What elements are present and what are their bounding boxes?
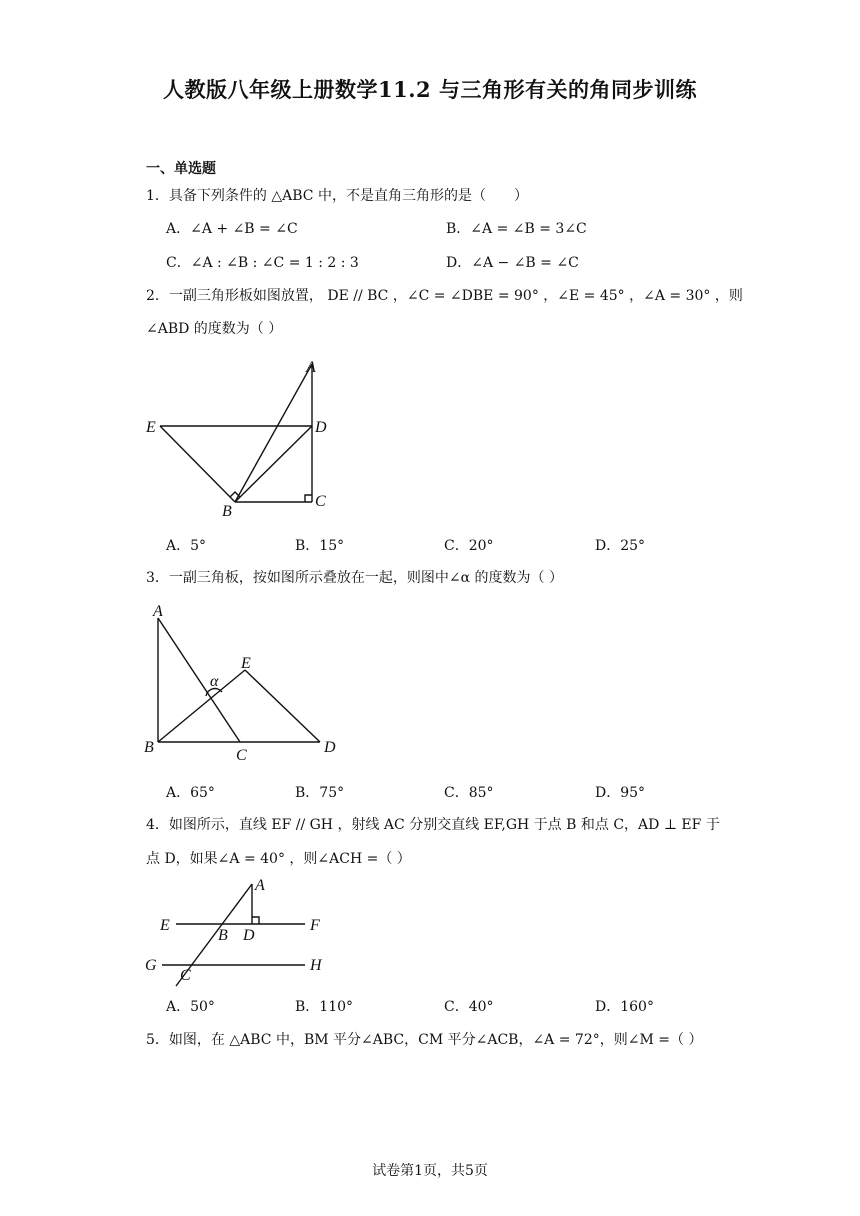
- label-c: C: [236, 747, 247, 764]
- question-1-option-c: C．∠A : ∠B : ∠C = 1 : 2 : 3: [166, 255, 359, 271]
- right-angle-mark-d: [252, 917, 259, 924]
- label-b: B: [144, 739, 154, 756]
- segment-ba: [235, 364, 312, 502]
- label-c: C: [315, 493, 326, 510]
- question-4-option-d: D．160°: [595, 999, 654, 1015]
- question-1-option-d: D．∠A − ∠B = ∠C: [446, 255, 579, 271]
- question-3-option-c: C．85°: [444, 785, 494, 801]
- label-d: D: [324, 739, 336, 756]
- question-2-option-d: D．25°: [595, 538, 646, 554]
- label-a: A: [306, 359, 316, 376]
- question-1-option-b: B．∠A = ∠B = 3∠C: [446, 221, 587, 237]
- segment-ac: [158, 618, 240, 742]
- question-2-option-a: A．5°: [166, 538, 207, 554]
- label-alpha: α: [210, 673, 219, 690]
- question-4-option-c: C．40°: [444, 999, 494, 1015]
- segment-eb: [160, 426, 235, 502]
- label-d: D: [315, 419, 327, 436]
- page-footer: 试卷第1页，共5页: [372, 1163, 488, 1179]
- label-e: E: [160, 917, 170, 934]
- question-1-stem: 1．具备下列条件的 △ABC 中，不是直角三角形的是（ ）: [146, 188, 528, 204]
- question-2-stem-line1: 2．一副三角形板如图放置， DE // BC ，∠C = ∠DBE = 90° ，∠E = 45° ，∠A = 30° ，则: [146, 288, 743, 304]
- label-f: F: [310, 917, 320, 934]
- label-b: B: [218, 927, 228, 944]
- question-3-figure: [140, 600, 350, 770]
- segment-be: [158, 670, 245, 742]
- question-4-figure: [140, 876, 340, 986]
- question-1-option-a: A．∠A + ∠B = ∠C: [166, 221, 298, 237]
- label-e: E: [241, 655, 251, 672]
- question-2-figure: [140, 352, 340, 524]
- label-d: D: [243, 927, 255, 944]
- question-4-stem-line1: 4．如图所示，直线 EF // GH ，射线 AC 分别交直线 EF,GH 于点 B 和点 C，AD ⊥ EF 于: [146, 817, 720, 833]
- label-e: E: [146, 419, 156, 436]
- label-a: A: [255, 877, 265, 894]
- question-3-stem: 3．一副三角板，按如图所示叠放在一起，则图中∠α 的度数为（ ）: [146, 570, 563, 586]
- question-4-option-a: A．50°: [166, 999, 215, 1015]
- question-4-stem-line2: 点 D，如果∠A = 40° ，则∠ACH =（ ）: [146, 851, 411, 867]
- question-4-option-b: B．110°: [295, 999, 354, 1015]
- question-2-stem-line2: ∠ABD 的度数为（ ）: [146, 321, 283, 337]
- label-g: G: [145, 957, 157, 974]
- page-title: 人教版八年级上册数学11.2 与三角形有关的角同步训练: [163, 77, 697, 102]
- label-c: C: [180, 967, 191, 984]
- segment-bd: [235, 426, 312, 502]
- label-a: A: [153, 603, 163, 620]
- right-angle-mark-c: [305, 495, 312, 502]
- segment-ed: [245, 670, 320, 742]
- question-3-option-d: D．95°: [595, 785, 646, 801]
- label-b: B: [222, 503, 232, 520]
- question-2-option-c: C．20°: [444, 538, 494, 554]
- label-h: H: [310, 957, 322, 974]
- question-2-option-b: B．15°: [295, 538, 345, 554]
- question-5-stem: 5．如图，在 △ABC 中，BM 平分∠ABC，CM 平分∠ACB，∠A = 72°，则∠M =（ ）: [146, 1032, 703, 1048]
- question-3-option-a: A．65°: [166, 785, 215, 801]
- question-3-option-b: B．75°: [295, 785, 345, 801]
- section-heading: 一、单选题: [146, 161, 216, 177]
